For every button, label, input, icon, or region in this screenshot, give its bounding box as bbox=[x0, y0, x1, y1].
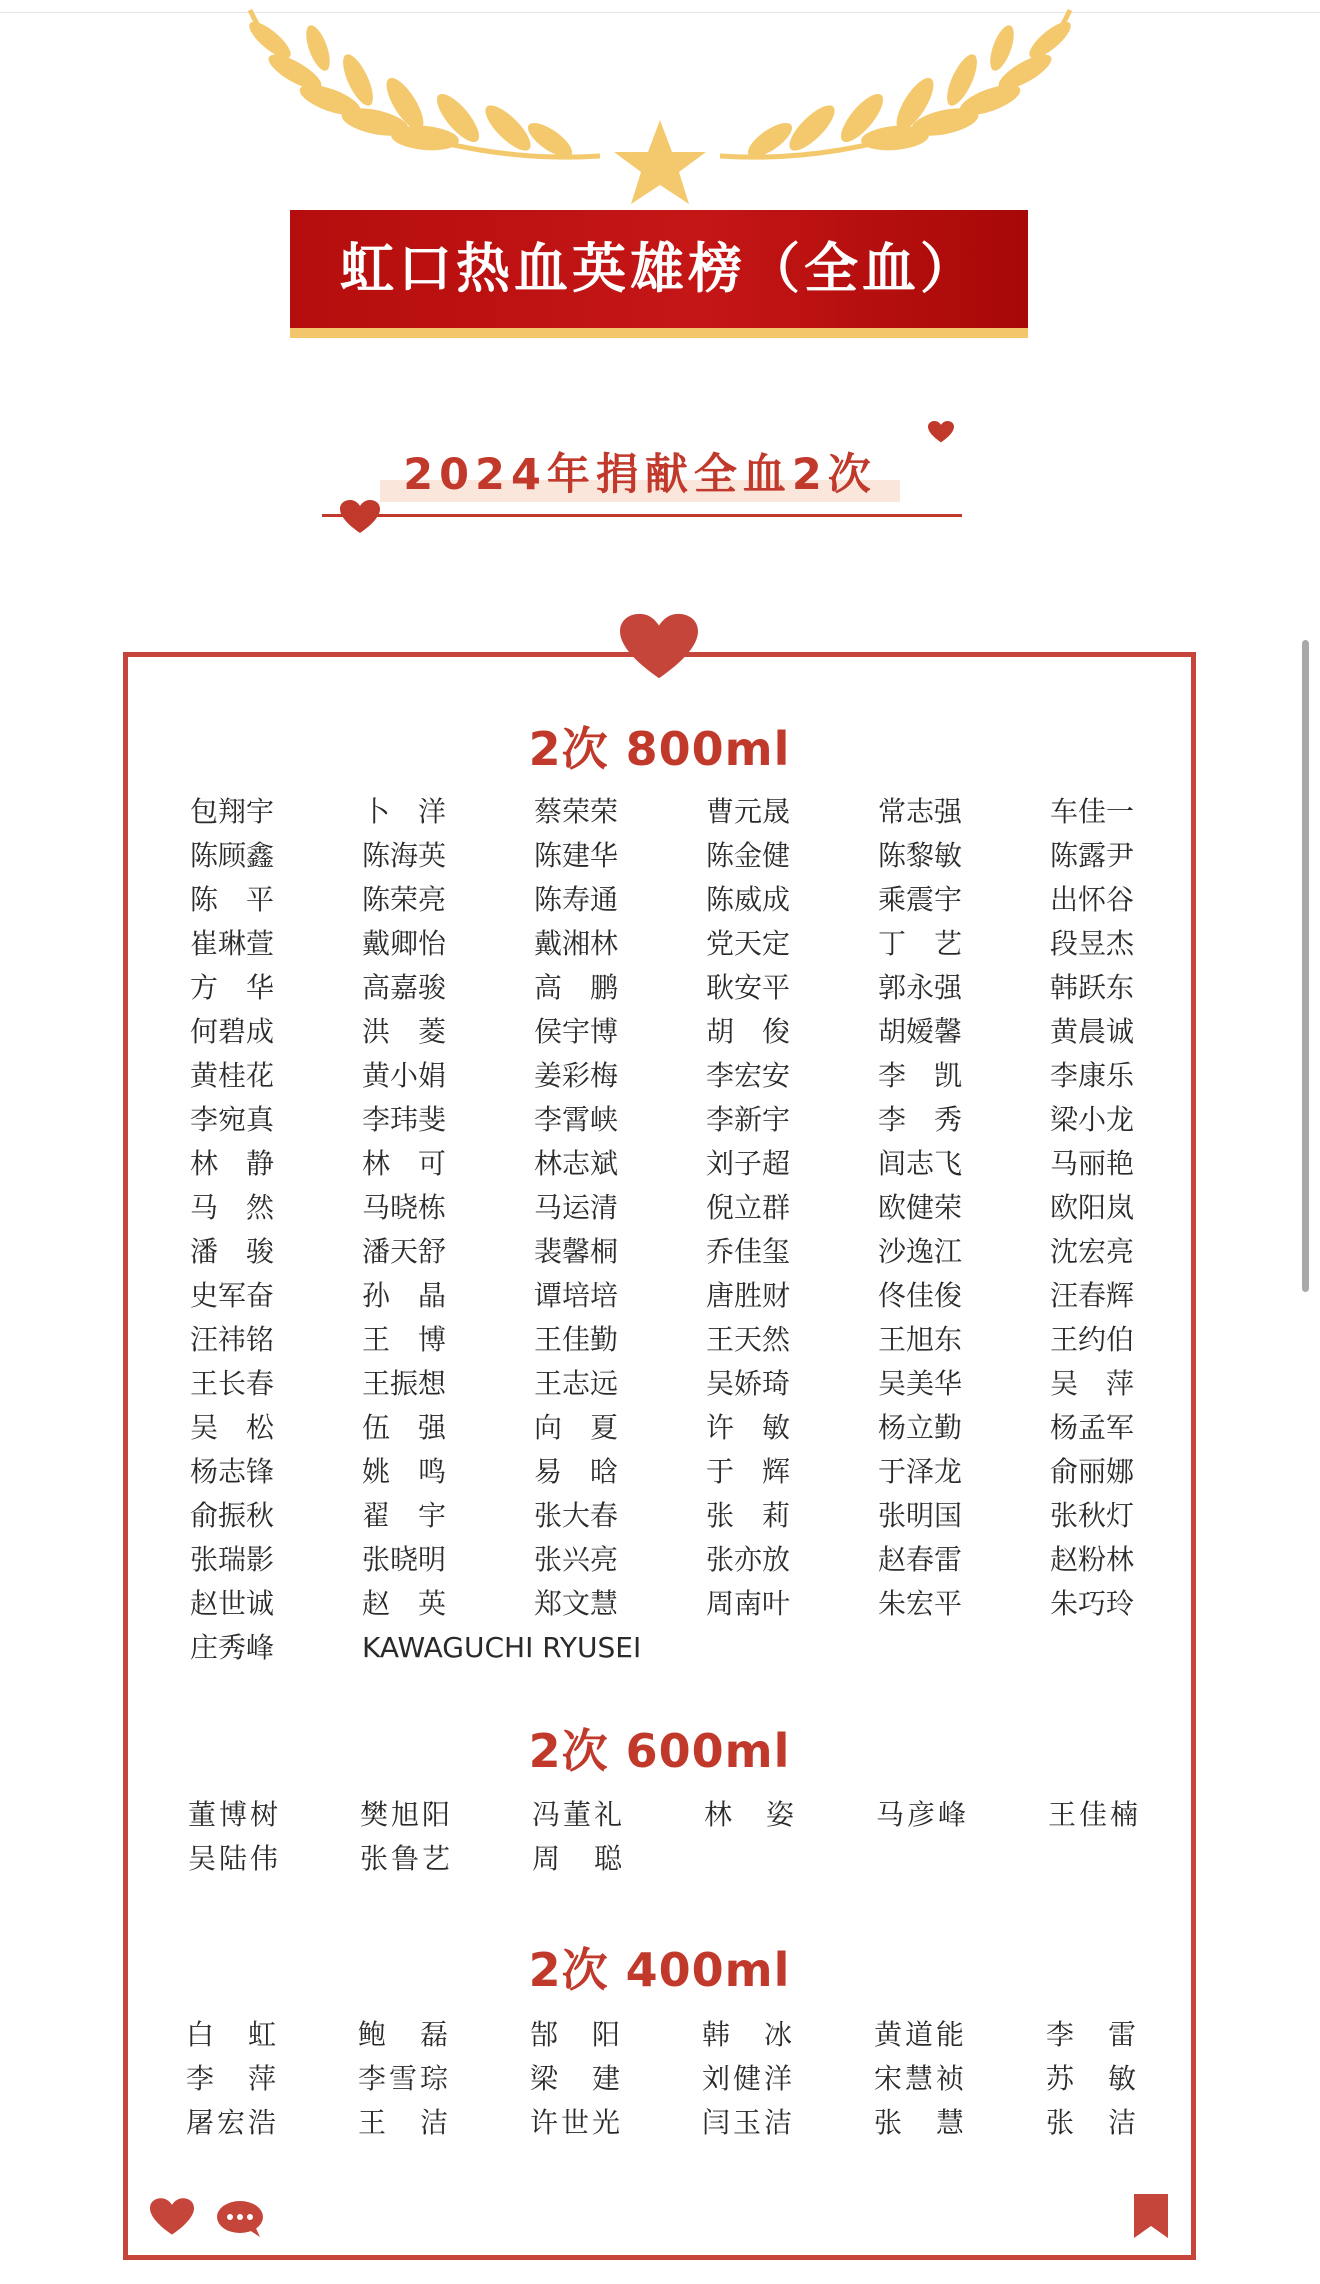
bookmark-icon[interactable] bbox=[1134, 2194, 1168, 2238]
donor-name: 李宛真 bbox=[190, 1103, 275, 1136]
donor-name: 段昱杰 bbox=[1050, 927, 1135, 960]
donor-name: 林 静 bbox=[190, 1147, 275, 1180]
donor-name: 林志斌 bbox=[534, 1147, 619, 1180]
donor-name: 刘健洋 bbox=[702, 2062, 796, 2095]
donor-name: 鲍 磊 bbox=[358, 2018, 452, 2051]
donor-name: 吴娇琦 bbox=[706, 1367, 791, 1400]
donor-name: 潘天舒 bbox=[362, 1235, 447, 1268]
donor-name: 杨志锋 bbox=[190, 1455, 275, 1488]
donor-name: 陈黎敏 bbox=[878, 839, 963, 872]
donor-name: 蔡荣荣 bbox=[534, 795, 619, 828]
donor-name: 姚 鸣 bbox=[362, 1455, 447, 1488]
donor-name: 王长春 bbox=[190, 1367, 275, 1400]
donor-name: 向 夏 bbox=[534, 1411, 619, 1444]
donor-name: 李康乐 bbox=[1050, 1059, 1135, 1092]
donor-name: 董博树 bbox=[188, 1798, 282, 1831]
subtitle-text: 2024年捐献全血2次 bbox=[403, 450, 877, 500]
donor-name: 郑文慧 bbox=[534, 1587, 619, 1620]
donor-name: 易 晗 bbox=[534, 1455, 619, 1488]
donor-name: 许 敏 bbox=[706, 1411, 791, 1444]
donor-name: 赵 英 bbox=[362, 1587, 447, 1620]
donor-name: 吴美华 bbox=[878, 1367, 963, 1400]
donor-name: 王 洁 bbox=[358, 2106, 452, 2139]
donor-name: 赵春雷 bbox=[878, 1543, 963, 1576]
donor-name: 侯宇博 bbox=[534, 1015, 619, 1048]
donor-name: 史军奋 bbox=[190, 1279, 275, 1312]
donor-name: 王约伯 bbox=[1050, 1323, 1135, 1356]
donor-name: 丁 艺 bbox=[878, 927, 963, 960]
donor-name: 庄秀峰 bbox=[190, 1631, 275, 1664]
donor-name: 林 姿 bbox=[704, 1798, 798, 1831]
donor-name: 王佳楠 bbox=[1048, 1798, 1142, 1831]
banner-gold-underline bbox=[290, 328, 1028, 338]
donor-name: 张 莉 bbox=[706, 1499, 791, 1532]
donor-name: 卜 洋 bbox=[362, 795, 447, 828]
subtitle-block bbox=[320, 440, 960, 520]
donor-name: 朱宏平 bbox=[878, 1587, 963, 1620]
donor-name: 何碧成 bbox=[190, 1015, 275, 1048]
donor-name: 吴陆伟 bbox=[188, 1842, 282, 1875]
heart-icon bbox=[340, 500, 380, 534]
donor-name: 戴湘林 bbox=[534, 927, 619, 960]
donor-name: 白 虹 bbox=[186, 2018, 280, 2051]
donor-name: 赵粉林 bbox=[1050, 1543, 1135, 1576]
donor-name: 陈露尹 bbox=[1050, 839, 1135, 872]
donor-name: 包翔宇 bbox=[190, 795, 275, 828]
donor-name: 王志远 bbox=[534, 1367, 619, 1400]
names-grid-800ml bbox=[190, 790, 1180, 1670]
donor-name: 李宏安 bbox=[706, 1059, 791, 1092]
donor-name: 王 博 bbox=[362, 1323, 447, 1356]
donor-name: 孙 晶 bbox=[362, 1279, 447, 1312]
donor-name: 闫玉洁 bbox=[702, 2106, 796, 2139]
donor-name: 李玮斐 bbox=[362, 1103, 447, 1136]
donor-name: 陈金健 bbox=[706, 839, 791, 872]
donor-name: 谭培培 bbox=[534, 1279, 619, 1312]
donor-name: 陈 平 bbox=[190, 883, 275, 916]
donor-name: 陈建华 bbox=[534, 839, 619, 872]
donor-name: 于泽龙 bbox=[878, 1455, 963, 1488]
donor-name: 王天然 bbox=[706, 1323, 791, 1356]
donor-name: 李 凯 bbox=[878, 1059, 963, 1092]
donor-name: 潘 骏 bbox=[190, 1235, 275, 1268]
section-title-400ml: 2次 400ml bbox=[528, 1943, 791, 1997]
donor-name: 于 辉 bbox=[706, 1455, 791, 1488]
donor-name: 陈荣亮 bbox=[362, 883, 447, 916]
donor-name: 黄道能 bbox=[874, 2018, 968, 2051]
donor-name: 王振想 bbox=[362, 1367, 447, 1400]
heart-icon bbox=[928, 420, 954, 444]
donor-name: 刘子超 bbox=[706, 1147, 791, 1180]
donor-name: 出怀谷 bbox=[1050, 883, 1135, 916]
subtitle-underline bbox=[322, 514, 962, 517]
heart-icon bbox=[620, 612, 698, 682]
donor-name: 高 鹏 bbox=[534, 971, 619, 1004]
donor-name: 韩跃东 bbox=[1050, 971, 1135, 1004]
donor-name: 车佳一 bbox=[1050, 795, 1135, 828]
donor-name: 朱巧玲 bbox=[1050, 1587, 1135, 1620]
donor-name: 赵世诚 bbox=[190, 1587, 275, 1620]
donor-name: 汪春辉 bbox=[1050, 1279, 1135, 1312]
donor-name: 洪 菱 bbox=[362, 1015, 447, 1048]
donor-name: 汪祎铭 bbox=[190, 1323, 275, 1356]
scrollbar[interactable] bbox=[1302, 640, 1309, 1292]
donor-name: 张大春 bbox=[534, 1499, 619, 1532]
names-grid-400ml bbox=[186, 2013, 1176, 2145]
donor-name: 马丽艳 bbox=[1050, 1147, 1135, 1180]
donor-name: 曹元晟 bbox=[706, 795, 791, 828]
donor-name: 乔佳玺 bbox=[706, 1235, 791, 1268]
donor-name: 沙逸江 bbox=[878, 1235, 963, 1268]
heart-icon[interactable] bbox=[150, 2198, 194, 2236]
donor-name: 梁小龙 bbox=[1050, 1103, 1135, 1136]
donor-name: 许世光 bbox=[530, 2106, 624, 2139]
donor-name: 郭永强 bbox=[878, 971, 963, 1004]
donor-name: 高嘉骏 bbox=[362, 971, 447, 1004]
donor-name: 郜 阳 bbox=[530, 2018, 624, 2051]
donor-name: 唐胜财 bbox=[706, 1279, 791, 1312]
donor-name: 张晓明 bbox=[362, 1543, 447, 1576]
donor-name: 陈海英 bbox=[362, 839, 447, 872]
donor-name: 林 可 bbox=[362, 1147, 447, 1180]
donor-name: 黄小娟 bbox=[362, 1059, 447, 1092]
donor-name: 黄桂花 bbox=[190, 1059, 275, 1092]
banner-title: 虹口热血英雄榜（全血） bbox=[340, 237, 978, 300]
donor-name: 崔琳萱 bbox=[190, 927, 275, 960]
donor-name: 杨孟军 bbox=[1050, 1411, 1135, 1444]
donor-name: 方 华 bbox=[190, 971, 275, 1004]
donor-name: 吴 松 bbox=[190, 1411, 275, 1444]
donor-name: 张瑞影 bbox=[190, 1543, 275, 1576]
comment-icon[interactable] bbox=[216, 2200, 264, 2238]
donor-name: 张秋灯 bbox=[1050, 1499, 1135, 1532]
donor-name: 马晓栋 bbox=[362, 1191, 447, 1224]
donor-name: 耿安平 bbox=[706, 971, 791, 1004]
donor-name: 韩 冰 bbox=[702, 2018, 796, 2051]
donor-name: 戴卿怡 bbox=[362, 927, 447, 960]
donor-name: 马彦峰 bbox=[876, 1798, 970, 1831]
donor-name: 张兴亮 bbox=[534, 1543, 619, 1576]
donor-name: 王佳勤 bbox=[534, 1323, 619, 1356]
donor-name: 马运清 bbox=[534, 1191, 619, 1224]
donor-name: 胡嫒馨 bbox=[878, 1015, 963, 1048]
donor-name: 佟佳俊 bbox=[878, 1279, 963, 1312]
donor-name: 欧阳岚 bbox=[1050, 1191, 1135, 1224]
donor-name: 张明国 bbox=[878, 1499, 963, 1532]
donor-name: 俞振秋 bbox=[190, 1499, 275, 1532]
donor-name: 闾志飞 bbox=[878, 1147, 963, 1180]
star-icon bbox=[614, 120, 706, 204]
donor-name: 沈宏亮 bbox=[1050, 1235, 1135, 1268]
title-banner bbox=[290, 210, 1028, 338]
donor-name: 李雪琮 bbox=[358, 2062, 452, 2095]
donor-name: 倪立群 bbox=[706, 1191, 791, 1224]
donor-name: 张 慧 bbox=[874, 2106, 968, 2139]
donor-name: 胡 俊 bbox=[706, 1015, 791, 1048]
donor-name: 李 萍 bbox=[186, 2062, 280, 2095]
donor-name: 翟 宇 bbox=[362, 1499, 447, 1532]
donor-name: 周南叶 bbox=[706, 1587, 791, 1620]
donor-name: 李 秀 bbox=[878, 1103, 963, 1136]
donor-name: 苏 敏 bbox=[1046, 2062, 1140, 2095]
donor-name: 李霄峡 bbox=[534, 1103, 619, 1136]
donor-name: 常志强 bbox=[878, 795, 963, 828]
donor-name: 樊旭阳 bbox=[360, 1798, 454, 1831]
names-grid-600ml bbox=[188, 1793, 1178, 1881]
donor-name: 张鲁艺 bbox=[360, 1842, 454, 1875]
donor-name: 俞丽娜 bbox=[1050, 1455, 1135, 1488]
section-title-800ml: 2次 800ml bbox=[528, 722, 791, 776]
laurel-wreath-icon bbox=[240, 0, 1080, 210]
donor-name: 陈寿通 bbox=[534, 883, 619, 916]
donor-name: 梁 建 bbox=[530, 2062, 624, 2095]
donor-name: 杨立勤 bbox=[878, 1411, 963, 1444]
donor-name: 陈顾鑫 bbox=[190, 839, 275, 872]
section-title-600ml: 2次 600ml bbox=[528, 1724, 791, 1778]
donor-name: 裴馨桐 bbox=[534, 1235, 619, 1268]
donor-name: 马 然 bbox=[190, 1191, 275, 1224]
donor-name: 李 雷 bbox=[1046, 2018, 1140, 2051]
donor-name: 冯董礼 bbox=[532, 1798, 626, 1831]
donor-name: 屠宏浩 bbox=[186, 2106, 280, 2139]
donor-name: 伍 强 bbox=[362, 1411, 447, 1444]
donor-name: 宋慧祯 bbox=[874, 2062, 968, 2095]
donor-name: 欧健荣 bbox=[878, 1191, 963, 1224]
donor-name: 姜彩梅 bbox=[534, 1059, 619, 1092]
donor-name: 黄晨诚 bbox=[1050, 1015, 1135, 1048]
donor-name: 李新宇 bbox=[706, 1103, 791, 1136]
donor-name: 乘震宇 bbox=[878, 883, 963, 916]
donor-name: KAWAGUCHI RYUSEI bbox=[362, 1631, 642, 1664]
donor-name: 党天定 bbox=[706, 927, 791, 960]
donor-name: 陈威成 bbox=[706, 883, 791, 916]
donor-name: 张 洁 bbox=[1046, 2106, 1140, 2139]
donor-name: 吴 萍 bbox=[1050, 1367, 1135, 1400]
donor-name: 周 聪 bbox=[532, 1842, 626, 1875]
donor-name: 王旭东 bbox=[878, 1323, 963, 1356]
donor-name: 张亦放 bbox=[706, 1543, 791, 1576]
